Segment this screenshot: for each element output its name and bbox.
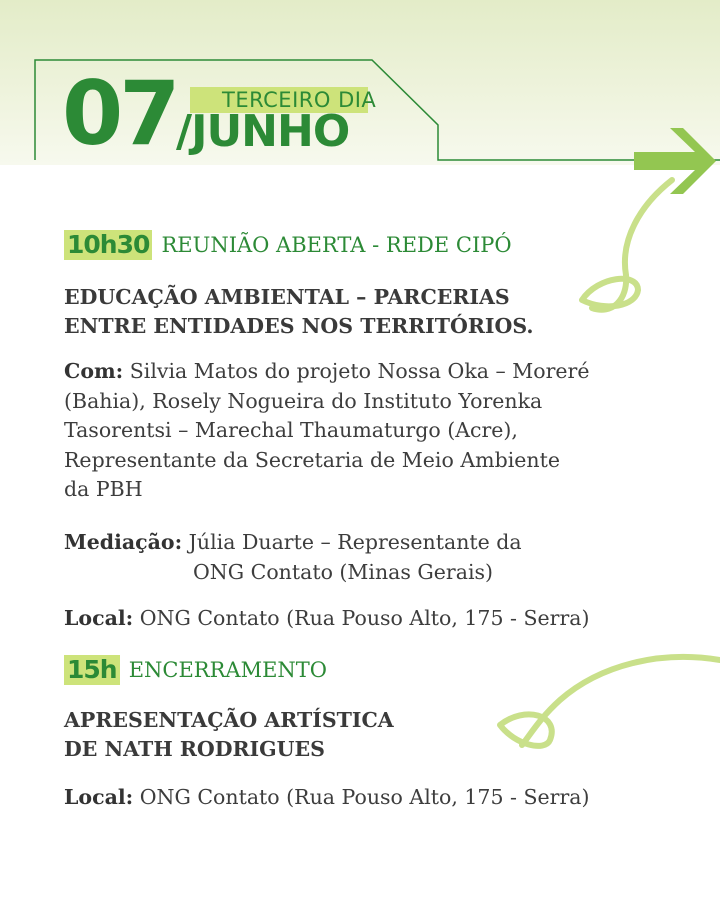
- session2-time-badge: 15h: [64, 655, 120, 685]
- leaf-upper: [582, 279, 638, 307]
- mediation-line2: ONG Contato (Minas Gerais): [193, 559, 494, 584]
- participants-line1: Silvia Matos do projeto Nossa Oka – Moreré: [123, 359, 590, 383]
- participants-line3: Tasorentsi – Marechal Thaumaturgo (Acre),: [64, 418, 518, 442]
- session2-location-label: Local:: [64, 785, 134, 809]
- session1-title: REUNIÃO ABERTA - REDE CIPÓ: [161, 233, 512, 257]
- session2-heading-line2: DE NATH RODRIGUES: [64, 737, 325, 761]
- session1-location: [64, 604, 589, 634]
- session1-location-label: Local:: [64, 606, 134, 630]
- day-number: 07: [62, 62, 177, 165]
- session1-mediation: [64, 528, 522, 587]
- mediation-label: Mediação:: [64, 530, 183, 554]
- session2-location-text: ONG Contato (Rua Pouso Alto, 175 - Serra): [133, 785, 590, 809]
- participants-line2: (Bahia), Rosely Nogueira do Instituto Yorenka: [64, 388, 543, 413]
- session1-heading-line2: ENTRE ENTIDADES NOS TERRITÓRIOS.: [64, 314, 534, 338]
- session2-heading: [64, 706, 394, 764]
- session1-location-text: ONG Contato (Rua Pouso Alto, 175 - Serra): [133, 606, 590, 630]
- day-label: TERCEIRO DIA: [222, 88, 377, 112]
- session2-location: [64, 783, 589, 813]
- vine-upper: [592, 180, 672, 310]
- leaf-lower: [500, 714, 552, 746]
- session2-title: ENCERRAMENTO: [128, 658, 328, 682]
- participants-line4: Representante da Secretaria de Meio Ambiente: [64, 447, 560, 472]
- arrow-right-icon: [634, 128, 716, 194]
- session1-time-badge: 10h30: [64, 230, 152, 260]
- session1-header: [64, 230, 512, 260]
- session2-header: [64, 655, 327, 685]
- session1-participants: [64, 357, 589, 505]
- with-label: Com:: [64, 359, 124, 383]
- participants-line5: da PBH: [64, 477, 143, 501]
- month-label: /JUNHO: [176, 106, 350, 157]
- session1-heading: [64, 283, 534, 341]
- mediation-line1: Júlia Duarte – Representante da: [182, 530, 522, 554]
- session2-heading-line1: APRESENTAÇÃO ARTÍSTICA: [64, 708, 394, 732]
- session1-heading-line1: EDUCAÇÃO AMBIENTAL – PARCERIAS: [64, 285, 510, 309]
